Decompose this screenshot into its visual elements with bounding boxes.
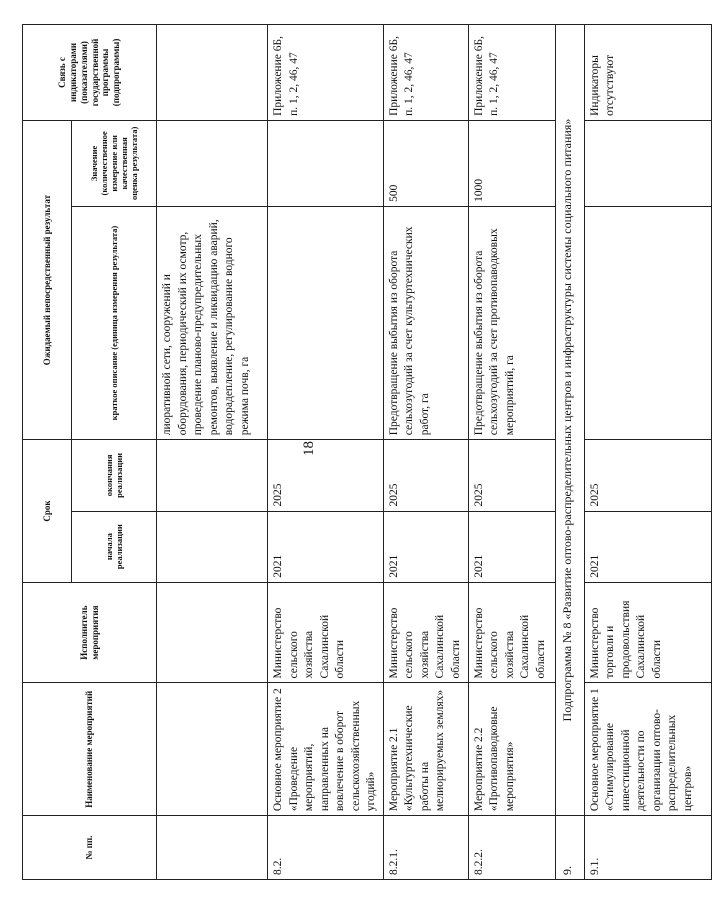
table-row — [584, 25, 711, 880]
cell-name: Мероприятие 2.1 «Культуртехнические работы на мелиорируемых землях» — [383, 683, 468, 816]
subprogram-title: Подпрограмма № 8 «Развитие оптово-распределительных центров и инфраструктуры системы социального питания» — [555, 25, 584, 816]
cell-end — [157, 440, 268, 511]
cell-link — [157, 25, 268, 121]
cell-desc: Предотвращение выбытия из оборота сельхозугодий за счет противопаводковых мероприятий, га — [468, 206, 555, 439]
cell-num: 8.2. — [268, 816, 384, 880]
cell-start: 2021 — [268, 511, 384, 582]
cell-num: 8.2.2. — [468, 816, 555, 880]
cell-num: 8.2.1. — [383, 816, 468, 880]
cell-desc: Предотвращение выбытия из оборота сельхозугодий за счет культуртехнических работ, га — [383, 206, 468, 439]
cell-desc — [584, 206, 711, 439]
header-num: № пп. — [23, 816, 157, 880]
cell-end: 2025 — [383, 440, 468, 511]
cell-link: Приложение 6Б, п. 1, 2, 46, 47 — [383, 25, 468, 121]
cell-value — [157, 120, 268, 206]
cell-num: 9. — [555, 816, 584, 880]
cell-link: Приложение 6Б, п. 1, 2, 46, 47 — [268, 25, 384, 121]
cell-num — [157, 816, 268, 880]
cell-end: 2025 — [268, 440, 384, 511]
header-term-end: окончания реализации — [72, 440, 157, 511]
header-link: Связь с индикаторами (показателями) государственной программы (подпрограммы) — [23, 25, 157, 121]
cell-value — [268, 120, 384, 206]
header-name: Наименование мероприятий — [23, 683, 157, 816]
cell-name: Основное мероприятие 2 «Проведение мероприятий, направленных на вовлечение в оборот сельскохозяйственных угодий» — [268, 683, 384, 816]
table-row — [383, 25, 468, 880]
cell-end: 2025 — [468, 440, 555, 511]
cell-desc — [268, 206, 384, 439]
cell-executor: Министерство сельского хозяйства Сахалинской области — [383, 582, 468, 683]
cell-link: Приложение 6Б, п. 1, 2, 46, 47 — [468, 25, 555, 121]
header-result-desc: краткое описание (единица измерения результата) — [72, 206, 157, 439]
cell-end: 2025 — [584, 440, 711, 511]
cell-num: 9.1. — [584, 816, 711, 880]
table-row — [157, 25, 268, 880]
cell-executor: Министерство торговли и продовольствия Сахалинской области — [584, 582, 711, 683]
cell-executor: Министерство сельского хозяйства Сахалинской области — [268, 582, 384, 683]
subprogram-row — [555, 25, 584, 880]
cell-link: Индикаторы отсутствуют — [584, 25, 711, 121]
page-number: 18 — [301, 441, 317, 456]
header-result-value: Значение (количественное измерение или качественная оценка результата) — [72, 120, 157, 206]
cell-value — [584, 120, 711, 206]
cell-executor: Министерство сельского хозяйства Сахалинской области — [468, 582, 555, 683]
cell-executor — [157, 582, 268, 683]
cell-desc: лиоративной сети, сооружений и оборудования, периодический их осмотр, проведение планово-предупредительных ремонтов, выявление и ликвидацию аварий, водорадепление, регулирование водного режима почв, га — [157, 206, 268, 439]
cell-start: 2021 — [584, 511, 711, 582]
cell-start: 2021 — [383, 511, 468, 582]
cell-name — [157, 683, 268, 816]
measures-table — [22, 24, 712, 880]
header-term-start: начала реализации — [72, 511, 157, 582]
cell-name: Мероприятие 2.2 «Противопаводковые мероприятия» — [468, 683, 555, 816]
cell-value: 1000 — [468, 120, 555, 206]
cell-start — [157, 511, 268, 582]
cell-value: 500 — [383, 120, 468, 206]
rotated-table-container — [22, 24, 694, 880]
header-result: Ожидаемый непосредственный результат — [23, 120, 72, 439]
header-executor: Исполнитель мероприятия — [23, 582, 157, 683]
cell-name: Основное мероприятие 1 «Стимулирование инвестиционной деятельности по организации оптово-распределительных центров» — [584, 683, 711, 816]
table-row — [268, 25, 384, 880]
cell-start: 2021 — [468, 511, 555, 582]
header-term: Срок — [23, 440, 72, 583]
table-row — [468, 25, 555, 880]
